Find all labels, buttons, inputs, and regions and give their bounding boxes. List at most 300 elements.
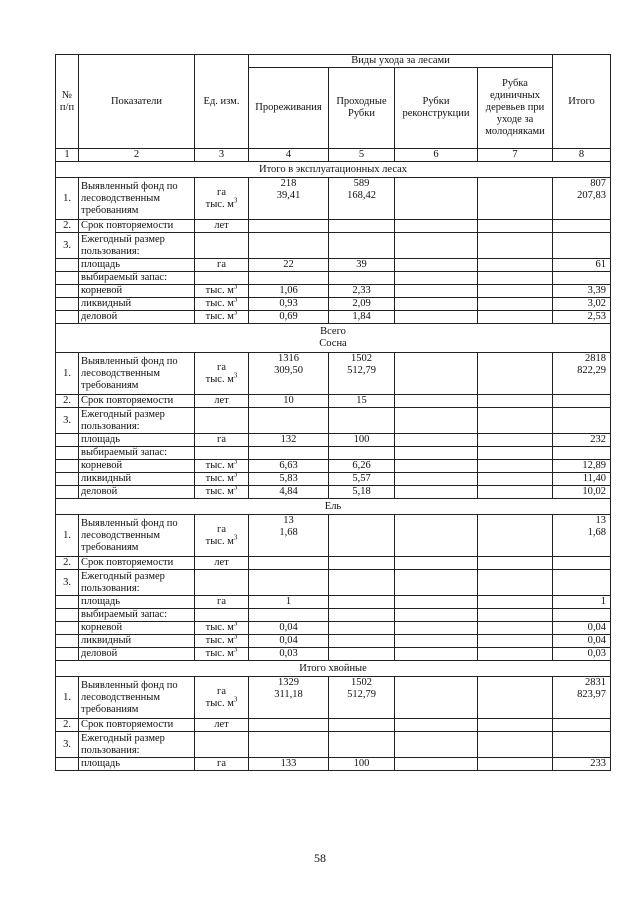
fund-value-col7 <box>478 515 553 557</box>
stock-col5: 6,26 <box>329 460 395 473</box>
stock-label-row <box>56 609 611 622</box>
row-num: 2. <box>56 557 79 570</box>
fund-label: Выявленный фонд по лесоводственным требованиям <box>79 677 195 719</box>
stock-type: деловой <box>79 311 195 324</box>
header-c5: Проходные Рубки <box>329 68 395 149</box>
area-unit: га <box>195 758 249 771</box>
unit-ha: га <box>217 361 226 373</box>
row-num-empty <box>56 272 79 285</box>
stock-label-col8 <box>553 447 611 460</box>
row-num: 2. <box>56 220 79 233</box>
unit-text: тыс. м <box>205 285 234 296</box>
unit-m3: тыс. $м^3$ <box>205 196 238 210</box>
period-col8 <box>553 719 611 732</box>
stock-row <box>56 460 611 473</box>
section-title <box>56 162 611 178</box>
annual-col3 <box>195 732 249 758</box>
fund-label: Выявленный фонд по лесоводственным требованиям <box>79 515 195 557</box>
period-label: Срок повторяемости <box>79 719 195 732</box>
stock-row <box>56 635 611 648</box>
header-index-row <box>56 149 611 162</box>
section-title-row <box>56 324 611 353</box>
stock-row <box>56 298 611 311</box>
area-col6 <box>395 259 478 272</box>
unit-ha: га <box>217 685 226 697</box>
period-row <box>56 395 611 408</box>
fund-row <box>56 353 611 395</box>
stock-label-col7 <box>478 609 553 622</box>
area-col5 <box>329 596 395 609</box>
stock-unit: тыс. $м^3$ <box>195 311 249 324</box>
period-col5 <box>329 220 395 233</box>
unit-text: тыс. м <box>205 373 234 385</box>
value-m3: 39,41 <box>276 190 301 201</box>
area-col6 <box>395 758 478 771</box>
stock-label-col4 <box>249 272 329 285</box>
annual-col7 <box>478 408 553 434</box>
index-4: 4 <box>249 149 329 162</box>
row-num-empty <box>56 596 79 609</box>
area-col7 <box>478 596 553 609</box>
fund-value-col8 <box>553 353 611 395</box>
stock-type: ликвидный <box>79 635 195 648</box>
stock-col4: 0,69 <box>249 311 329 324</box>
period-col4 <box>249 719 329 732</box>
value-ha: 1329 <box>278 677 299 688</box>
index-3: 3 <box>195 149 249 162</box>
period-col5 <box>329 719 395 732</box>
stock-row <box>56 285 611 298</box>
row-num-empty <box>56 473 79 486</box>
unit-text: тыс. м <box>205 460 234 471</box>
period-col7 <box>478 557 553 570</box>
stock-unit: тыс. $м^3$ <box>195 486 249 499</box>
fund-value-col8 <box>553 677 611 719</box>
stock-col6 <box>395 285 478 298</box>
area-label: площадь <box>79 758 195 771</box>
stock-row <box>56 622 611 635</box>
header-indicators: Показатели <box>79 55 195 149</box>
stock-type: деловой <box>79 648 195 661</box>
period-col5: 15 <box>329 395 395 408</box>
row-num: 1. <box>56 353 79 395</box>
index-8: 8 <box>553 149 611 162</box>
annual-col6 <box>395 408 478 434</box>
stock-label-col6 <box>395 609 478 622</box>
stock-col5: 5,18 <box>329 486 395 499</box>
period-col4: 10 <box>249 395 329 408</box>
annual-label: Ежегодный размер пользования: <box>79 570 195 596</box>
header-num: № п/п <box>56 55 79 149</box>
period-col5 <box>329 557 395 570</box>
fund-value-col7 <box>478 677 553 719</box>
row-num-empty <box>56 298 79 311</box>
stock-col5 <box>329 622 395 635</box>
area-col8: 233 <box>553 758 611 771</box>
fund-value-col5 <box>329 677 395 719</box>
stock-label-col6 <box>395 272 478 285</box>
header-c8: Итого <box>553 55 611 149</box>
fund-value-col4 <box>249 353 329 395</box>
stock-col5: 5,57 <box>329 473 395 486</box>
row-num: 3. <box>56 408 79 434</box>
stock-type: деловой <box>79 486 195 499</box>
section-title-line: Сосна <box>319 338 347 349</box>
area-row <box>56 434 611 447</box>
area-label: площадь <box>79 259 195 272</box>
stock-row <box>56 473 611 486</box>
area-col7 <box>478 434 553 447</box>
period-col7 <box>478 395 553 408</box>
stock-col7 <box>478 298 553 311</box>
stock-type: ликвидный <box>79 473 195 486</box>
area-col8: 232 <box>553 434 611 447</box>
stock-col8: 11,40 <box>553 473 611 486</box>
header-c6: Рубки реконструкции <box>395 68 478 149</box>
row-num-empty <box>56 460 79 473</box>
stock-col8: 0,03 <box>553 648 611 661</box>
fund-value-col7 <box>478 353 553 395</box>
unit-m3: тыс. $м^3$ <box>205 695 238 709</box>
stock-unit: тыс. $м^3$ <box>195 285 249 298</box>
stock-label-col5 <box>329 609 395 622</box>
period-unit: лет <box>195 557 249 570</box>
section-title-line: Итого в эксплуатационных лесах <box>258 163 408 175</box>
annual-col3 <box>195 570 249 596</box>
period-label: Срок повторяемости <box>79 557 195 570</box>
stock-col7 <box>478 648 553 661</box>
period-col6 <box>395 220 478 233</box>
row-num-empty <box>56 311 79 324</box>
value-ha: 589 <box>353 178 370 189</box>
stock-row <box>56 486 611 499</box>
header-group: Виды ухода за лесами <box>249 55 553 68</box>
fund-value-col6 <box>395 677 478 719</box>
stock-label-col4 <box>249 447 329 460</box>
stock-label-col8 <box>553 609 611 622</box>
stock-unit: тыс. $м^3$ <box>195 635 249 648</box>
period-col4 <box>249 220 329 233</box>
annual-label: Ежегодный размер пользования: <box>79 732 195 758</box>
period-unit: лет <box>195 719 249 732</box>
row-num-empty <box>56 758 79 771</box>
row-num-empty <box>56 447 79 460</box>
row-num: 2. <box>56 395 79 408</box>
stock-col6 <box>395 311 478 324</box>
area-col6 <box>395 596 478 609</box>
area-col5: 100 <box>329 434 395 447</box>
fund-value-col8 <box>553 178 611 220</box>
stock-col4: 0,03 <box>249 648 329 661</box>
stock-col5 <box>329 648 395 661</box>
stock-unit: тыс. $м^3$ <box>195 648 249 661</box>
annual-col8 <box>553 570 611 596</box>
section-title-line: Ель <box>324 500 342 512</box>
area-col4: 1 <box>249 596 329 609</box>
value-ha: 1316 <box>278 353 299 364</box>
area-unit: га <box>195 259 249 272</box>
value-m3: 309,50 <box>274 365 303 376</box>
period-label: Срок повторяемости <box>79 395 195 408</box>
stock-col6 <box>395 486 478 499</box>
section-title <box>56 499 611 515</box>
stock-col8: 0,04 <box>553 635 611 648</box>
period-col6 <box>395 719 478 732</box>
section-title-row <box>56 499 611 515</box>
area-col8: 1 <box>553 596 611 609</box>
row-num-empty <box>56 622 79 635</box>
stock-col8: 3,02 <box>553 298 611 311</box>
period-col8 <box>553 557 611 570</box>
period-row <box>56 719 611 732</box>
area-label: площадь <box>79 596 195 609</box>
area-col4: 133 <box>249 758 329 771</box>
stock-type: корневой <box>79 622 195 635</box>
area-row <box>56 758 611 771</box>
stock-unit: тыс. $м^3$ <box>195 298 249 311</box>
stock-col8: 0,04 <box>553 622 611 635</box>
unit-m3: тыс. $м^3$ <box>205 371 238 385</box>
stock-row <box>56 648 611 661</box>
stock-col8: 12,89 <box>553 460 611 473</box>
period-col6 <box>395 557 478 570</box>
stock-col8: 10,02 <box>553 486 611 499</box>
annual-col4 <box>249 408 329 434</box>
stock-col7 <box>478 285 553 298</box>
unit-m3: тыс. $м^3$ <box>205 533 238 547</box>
annual-col7 <box>478 732 553 758</box>
value-ha: 1502 <box>351 353 372 364</box>
row-num-empty <box>56 434 79 447</box>
period-col8 <box>553 220 611 233</box>
fund-value-col6 <box>395 515 478 557</box>
stock-label-col7 <box>478 447 553 460</box>
area-col7 <box>478 758 553 771</box>
period-label: Срок повторяемости <box>79 220 195 233</box>
row-num: 1. <box>56 677 79 719</box>
stock-unit: тыс. $м^3$ <box>195 622 249 635</box>
period-col7 <box>478 719 553 732</box>
fund-value-col5 <box>329 178 395 220</box>
value-m3: 512,79 <box>347 365 376 376</box>
stock-col5: 1,84 <box>329 311 395 324</box>
annual-row <box>56 408 611 434</box>
period-row <box>56 557 611 570</box>
annual-col3 <box>195 233 249 259</box>
forest-care-table <box>55 54 611 771</box>
stock-col4: 4,84 <box>249 486 329 499</box>
index-1: 1 <box>56 149 79 162</box>
row-num: 1. <box>56 515 79 557</box>
unit-text: тыс. м <box>205 622 234 633</box>
annual-col4 <box>249 233 329 259</box>
unit-text: тыс. м <box>205 635 234 646</box>
index-6: 6 <box>395 149 478 162</box>
header-c4: Прореживания <box>249 68 329 149</box>
fund-value-col4 <box>249 515 329 557</box>
period-col8 <box>553 395 611 408</box>
annual-label: Ежегодный размер пользования: <box>79 233 195 259</box>
index-5: 5 <box>329 149 395 162</box>
stock-label-row <box>56 447 611 460</box>
stock-col5: 2,33 <box>329 285 395 298</box>
annual-row <box>56 570 611 596</box>
value-ha: 1502 <box>351 677 372 688</box>
unit-text: тыс. м <box>205 198 234 210</box>
stock-label-col3 <box>195 609 249 622</box>
value-m3: 512,79 <box>347 689 376 700</box>
row-num-empty <box>56 285 79 298</box>
annual-col6 <box>395 570 478 596</box>
stock-col6 <box>395 473 478 486</box>
unit-text: тыс. м <box>205 648 234 659</box>
unit-text: тыс. м <box>205 486 234 497</box>
annual-col5 <box>329 732 395 758</box>
stock-col5: 2,09 <box>329 298 395 311</box>
annual-row <box>56 233 611 259</box>
fund-value-col5 <box>329 515 395 557</box>
stock-label-col8 <box>553 272 611 285</box>
unit-text: тыс. м <box>205 473 234 484</box>
unit-ha: га <box>217 186 226 198</box>
area-col5: 100 <box>329 758 395 771</box>
stock-unit: тыс. $м^3$ <box>195 460 249 473</box>
table-body <box>56 55 611 771</box>
annual-col7 <box>478 233 553 259</box>
annual-col6 <box>395 732 478 758</box>
stock-type: корневой <box>79 460 195 473</box>
stock-col4: 0,04 <box>249 635 329 648</box>
area-label: площадь <box>79 434 195 447</box>
header-row-1 <box>56 55 611 68</box>
period-row <box>56 220 611 233</box>
stock-label: выбираемый запас: <box>79 272 195 285</box>
stock-col5 <box>329 635 395 648</box>
period-unit: лет <box>195 220 249 233</box>
fund-unit <box>195 353 249 395</box>
annual-col8 <box>553 233 611 259</box>
fund-value-col4 <box>249 677 329 719</box>
annual-label: Ежегодный размер пользования: <box>79 408 195 434</box>
row-num: 2. <box>56 719 79 732</box>
value-ha: 218 <box>280 178 297 189</box>
stock-label-col4 <box>249 609 329 622</box>
area-col7 <box>478 259 553 272</box>
row-num: 1. <box>56 178 79 220</box>
stock-label-col7 <box>478 272 553 285</box>
area-col4: 22 <box>249 259 329 272</box>
fund-value-col6 <box>395 178 478 220</box>
stock-col4: 5,83 <box>249 473 329 486</box>
fund-value-col5 <box>329 353 395 395</box>
area-col6 <box>395 434 478 447</box>
row-num: 3. <box>56 732 79 758</box>
stock-col4: 0,04 <box>249 622 329 635</box>
period-col6 <box>395 395 478 408</box>
fund-row <box>56 515 611 557</box>
stock-col4: 1,06 <box>249 285 329 298</box>
section-title <box>56 324 611 353</box>
fund-value-col7 <box>478 178 553 220</box>
total-m3: 823,97 <box>577 689 607 700</box>
fund-unit <box>195 677 249 719</box>
stock-col4: 6,63 <box>249 460 329 473</box>
row-num-empty <box>56 486 79 499</box>
stock-col6 <box>395 635 478 648</box>
section-title-line: Итого хвойные <box>299 662 367 674</box>
unit-text: тыс. м <box>205 535 234 547</box>
forest-care-table-wrapper <box>55 54 610 771</box>
total-m3: 822,29 <box>577 365 607 376</box>
stock-col8: 3,39 <box>553 285 611 298</box>
page-number: 58 <box>314 851 326 865</box>
annual-col8 <box>553 408 611 434</box>
stock-label-col5 <box>329 447 395 460</box>
section-title-row <box>56 661 611 677</box>
total-ha: 807 <box>590 178 607 189</box>
area-col4: 132 <box>249 434 329 447</box>
area-unit: га <box>195 434 249 447</box>
stock-col6 <box>395 298 478 311</box>
area-row <box>56 596 611 609</box>
stock-col6 <box>395 648 478 661</box>
fund-unit <box>195 515 249 557</box>
stock-col4: 0,93 <box>249 298 329 311</box>
period-col4 <box>249 557 329 570</box>
section-title <box>56 661 611 677</box>
total-ha: 2818 <box>585 353 607 364</box>
unit-ha: га <box>217 523 226 535</box>
row-num-empty <box>56 609 79 622</box>
row-num: 3. <box>56 233 79 259</box>
annual-col5 <box>329 570 395 596</box>
header-unit: Ед. изм. <box>195 55 249 149</box>
fund-value-col6 <box>395 353 478 395</box>
fund-label: Выявленный фонд по лесоводственным требованиям <box>79 353 195 395</box>
total-m3: 1,68 <box>587 527 607 538</box>
stock-label: выбираемый запас: <box>79 609 195 622</box>
stock-label-col3 <box>195 272 249 285</box>
fund-unit <box>195 178 249 220</box>
stock-label: выбираемый запас: <box>79 447 195 460</box>
stock-row <box>56 311 611 324</box>
annual-col8 <box>553 732 611 758</box>
stock-col7 <box>478 622 553 635</box>
stock-col7 <box>478 460 553 473</box>
row-num-empty <box>56 635 79 648</box>
fund-value-col8 <box>553 515 611 557</box>
stock-col7 <box>478 473 553 486</box>
annual-col5 <box>329 408 395 434</box>
stock-col6 <box>395 622 478 635</box>
annual-col3 <box>195 408 249 434</box>
annual-col5 <box>329 233 395 259</box>
stock-col7 <box>478 486 553 499</box>
stock-label-col6 <box>395 447 478 460</box>
stock-col8: 2,53 <box>553 311 611 324</box>
annual-col4 <box>249 570 329 596</box>
fund-row <box>56 178 611 220</box>
annual-col6 <box>395 233 478 259</box>
stock-label-col5 <box>329 272 395 285</box>
stock-col7 <box>478 635 553 648</box>
period-unit: лет <box>195 395 249 408</box>
stock-label-row <box>56 272 611 285</box>
stock-type: корневой <box>79 285 195 298</box>
header-c7: Рубка единичных деревьев при уходе за молодняками <box>478 68 553 149</box>
stock-type: ликвидный <box>79 298 195 311</box>
unit-text: тыс. м <box>205 697 234 709</box>
